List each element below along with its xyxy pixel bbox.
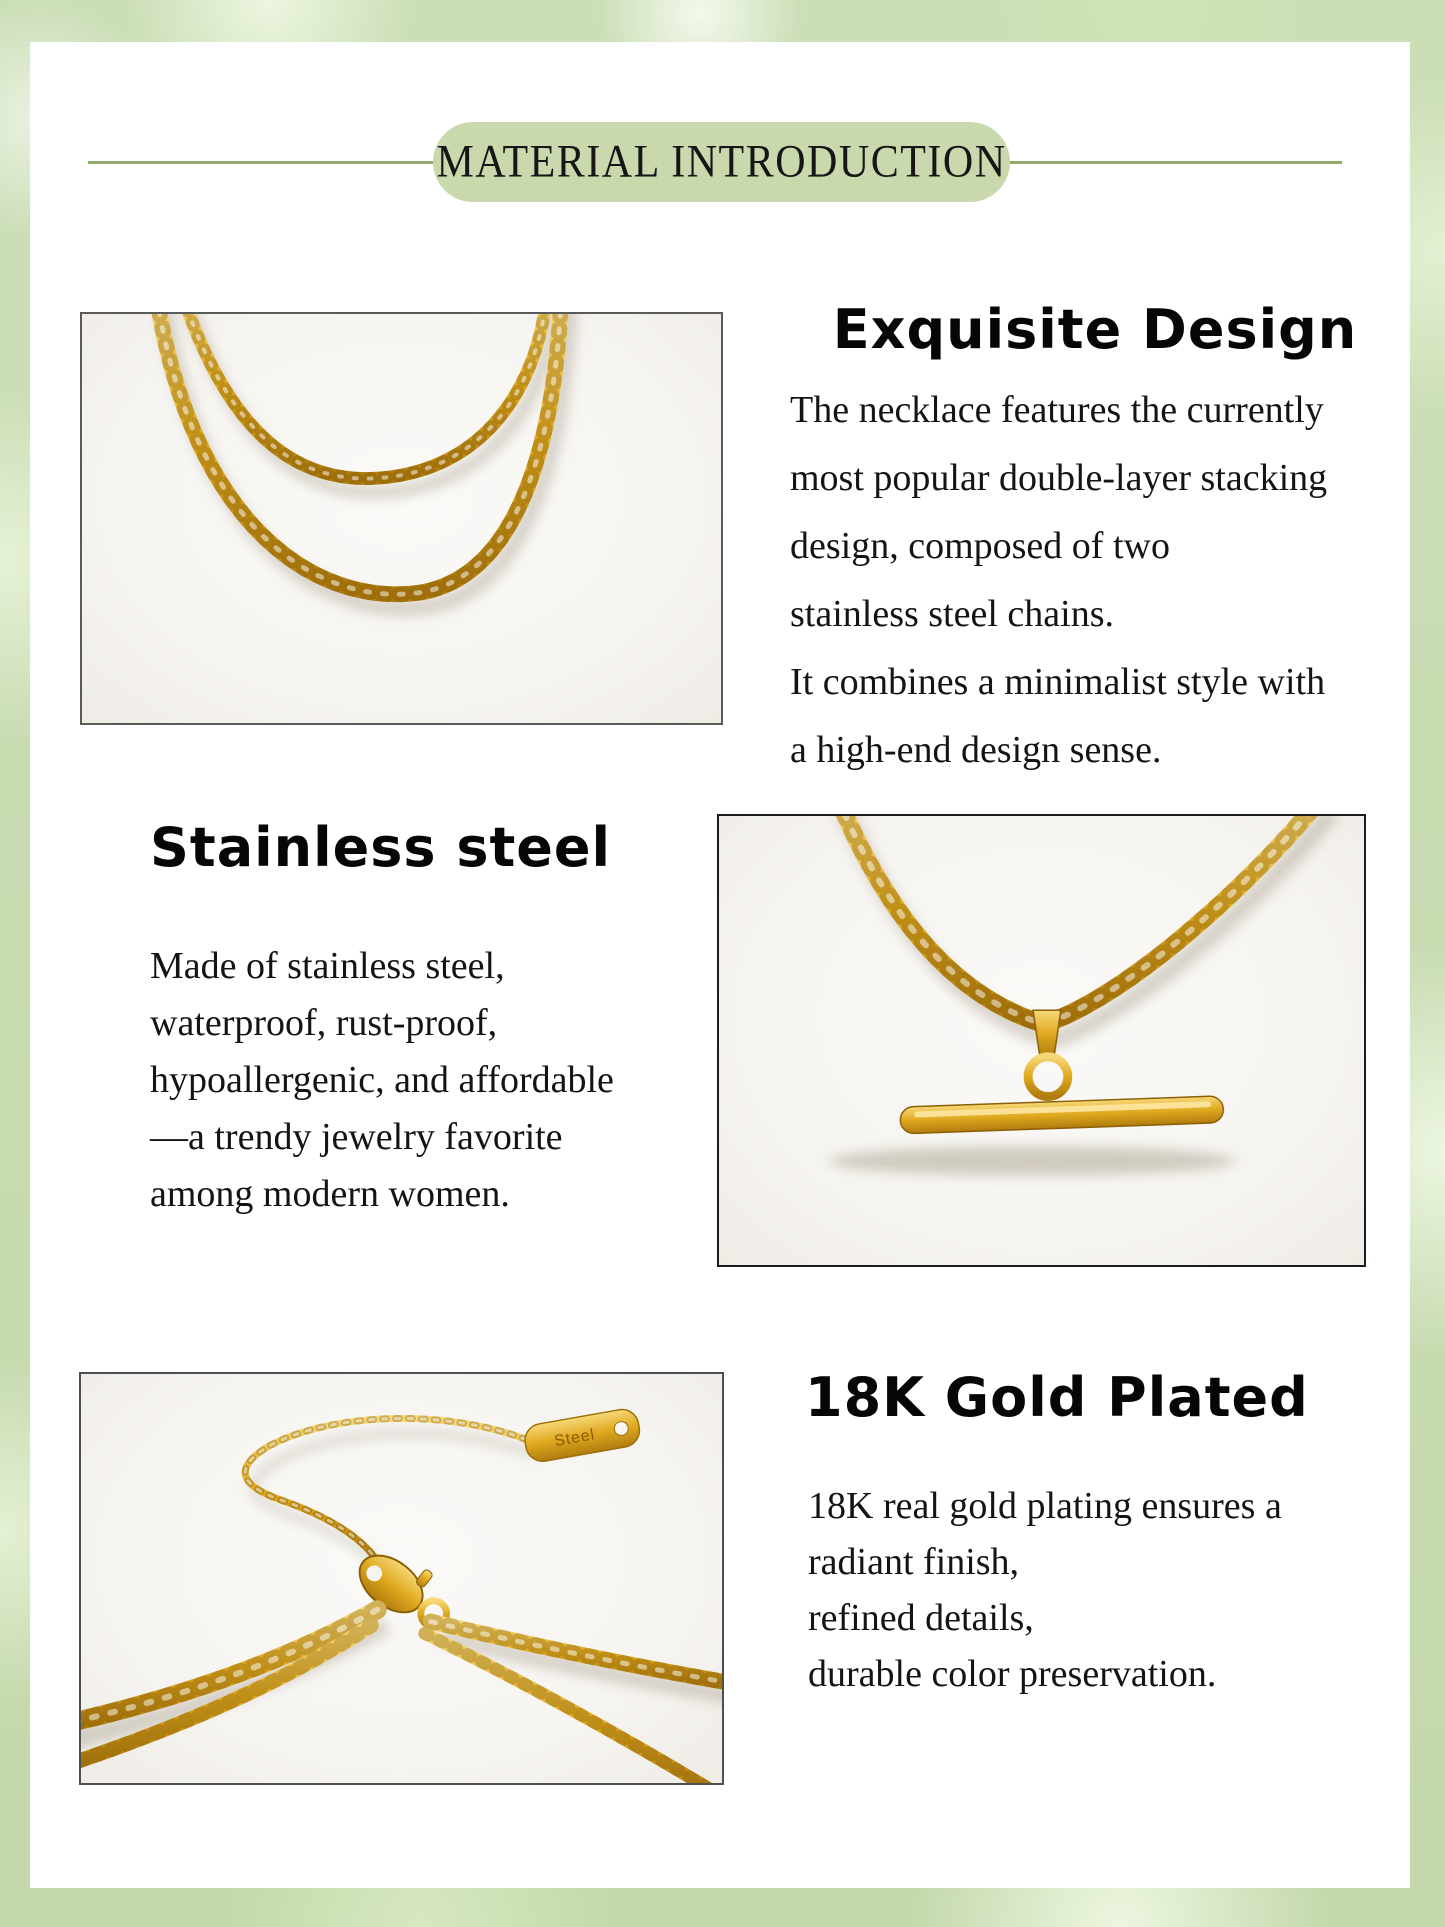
lower-chains xyxy=(81,1610,722,1783)
pendant-ring xyxy=(1028,1057,1068,1097)
product-photo-clasp-closeup xyxy=(79,1372,724,1785)
page-title: MATERIAL INTRODUCTION xyxy=(436,136,1007,188)
pendant-bail xyxy=(1033,1010,1061,1058)
tbar-necklace-graphic xyxy=(719,816,1364,1265)
body-line: radiant finish, xyxy=(808,1541,1020,1583)
section-heading-18k-gold-plated: 18K Gold Plated xyxy=(805,1366,1309,1429)
section-body-exquisite-design xyxy=(790,376,1412,784)
section-body-18k-gold-plated xyxy=(808,1478,1408,1702)
header-rule-right xyxy=(1008,161,1342,164)
chain-shadow xyxy=(164,314,569,608)
product-photo-double-layer-necklace xyxy=(80,312,723,725)
section-body-stainless-steel xyxy=(150,938,730,1223)
section-heading-exquisite-design: Exquisite Design xyxy=(832,298,1358,361)
body-line: most popular double-layer stacking xyxy=(790,457,1328,499)
tag-engraving-text: Steel xyxy=(553,1426,597,1451)
section-title-pill xyxy=(433,122,1010,202)
steel-tag xyxy=(522,1407,642,1464)
body-line: a high-end design sense. xyxy=(790,729,1162,771)
section-heading-stainless-steel: Stainless steel xyxy=(150,816,612,879)
header-rule-left xyxy=(88,161,433,164)
body-line: design, composed of two xyxy=(790,525,1170,567)
body-line: 18K real gold plating ensures a xyxy=(808,1485,1282,1527)
body-line: durable color preservation. xyxy=(808,1653,1217,1695)
clasp-graphic xyxy=(81,1374,722,1783)
double-chain-graphic xyxy=(82,314,721,723)
body-line: hypoallergenic, and affordable xyxy=(150,1059,614,1101)
body-line: Made of stainless steel, xyxy=(150,945,505,987)
body-line: It combines a minimalist style with xyxy=(790,661,1326,703)
body-line: —a trendy jewelry favorite xyxy=(150,1116,563,1158)
gold-chain xyxy=(837,816,1323,1024)
t-bar-pendant-graphic xyxy=(900,1096,1224,1134)
product-photo-tbar-pendant-necklace xyxy=(717,814,1366,1267)
body-line: waterproof, rust-proof, xyxy=(150,1002,498,1044)
body-line: stainless steel chains. xyxy=(790,593,1114,635)
body-line: refined details, xyxy=(808,1597,1034,1639)
body-line: among modern women. xyxy=(150,1173,510,1215)
body-line: The necklace features the currently xyxy=(790,389,1324,431)
